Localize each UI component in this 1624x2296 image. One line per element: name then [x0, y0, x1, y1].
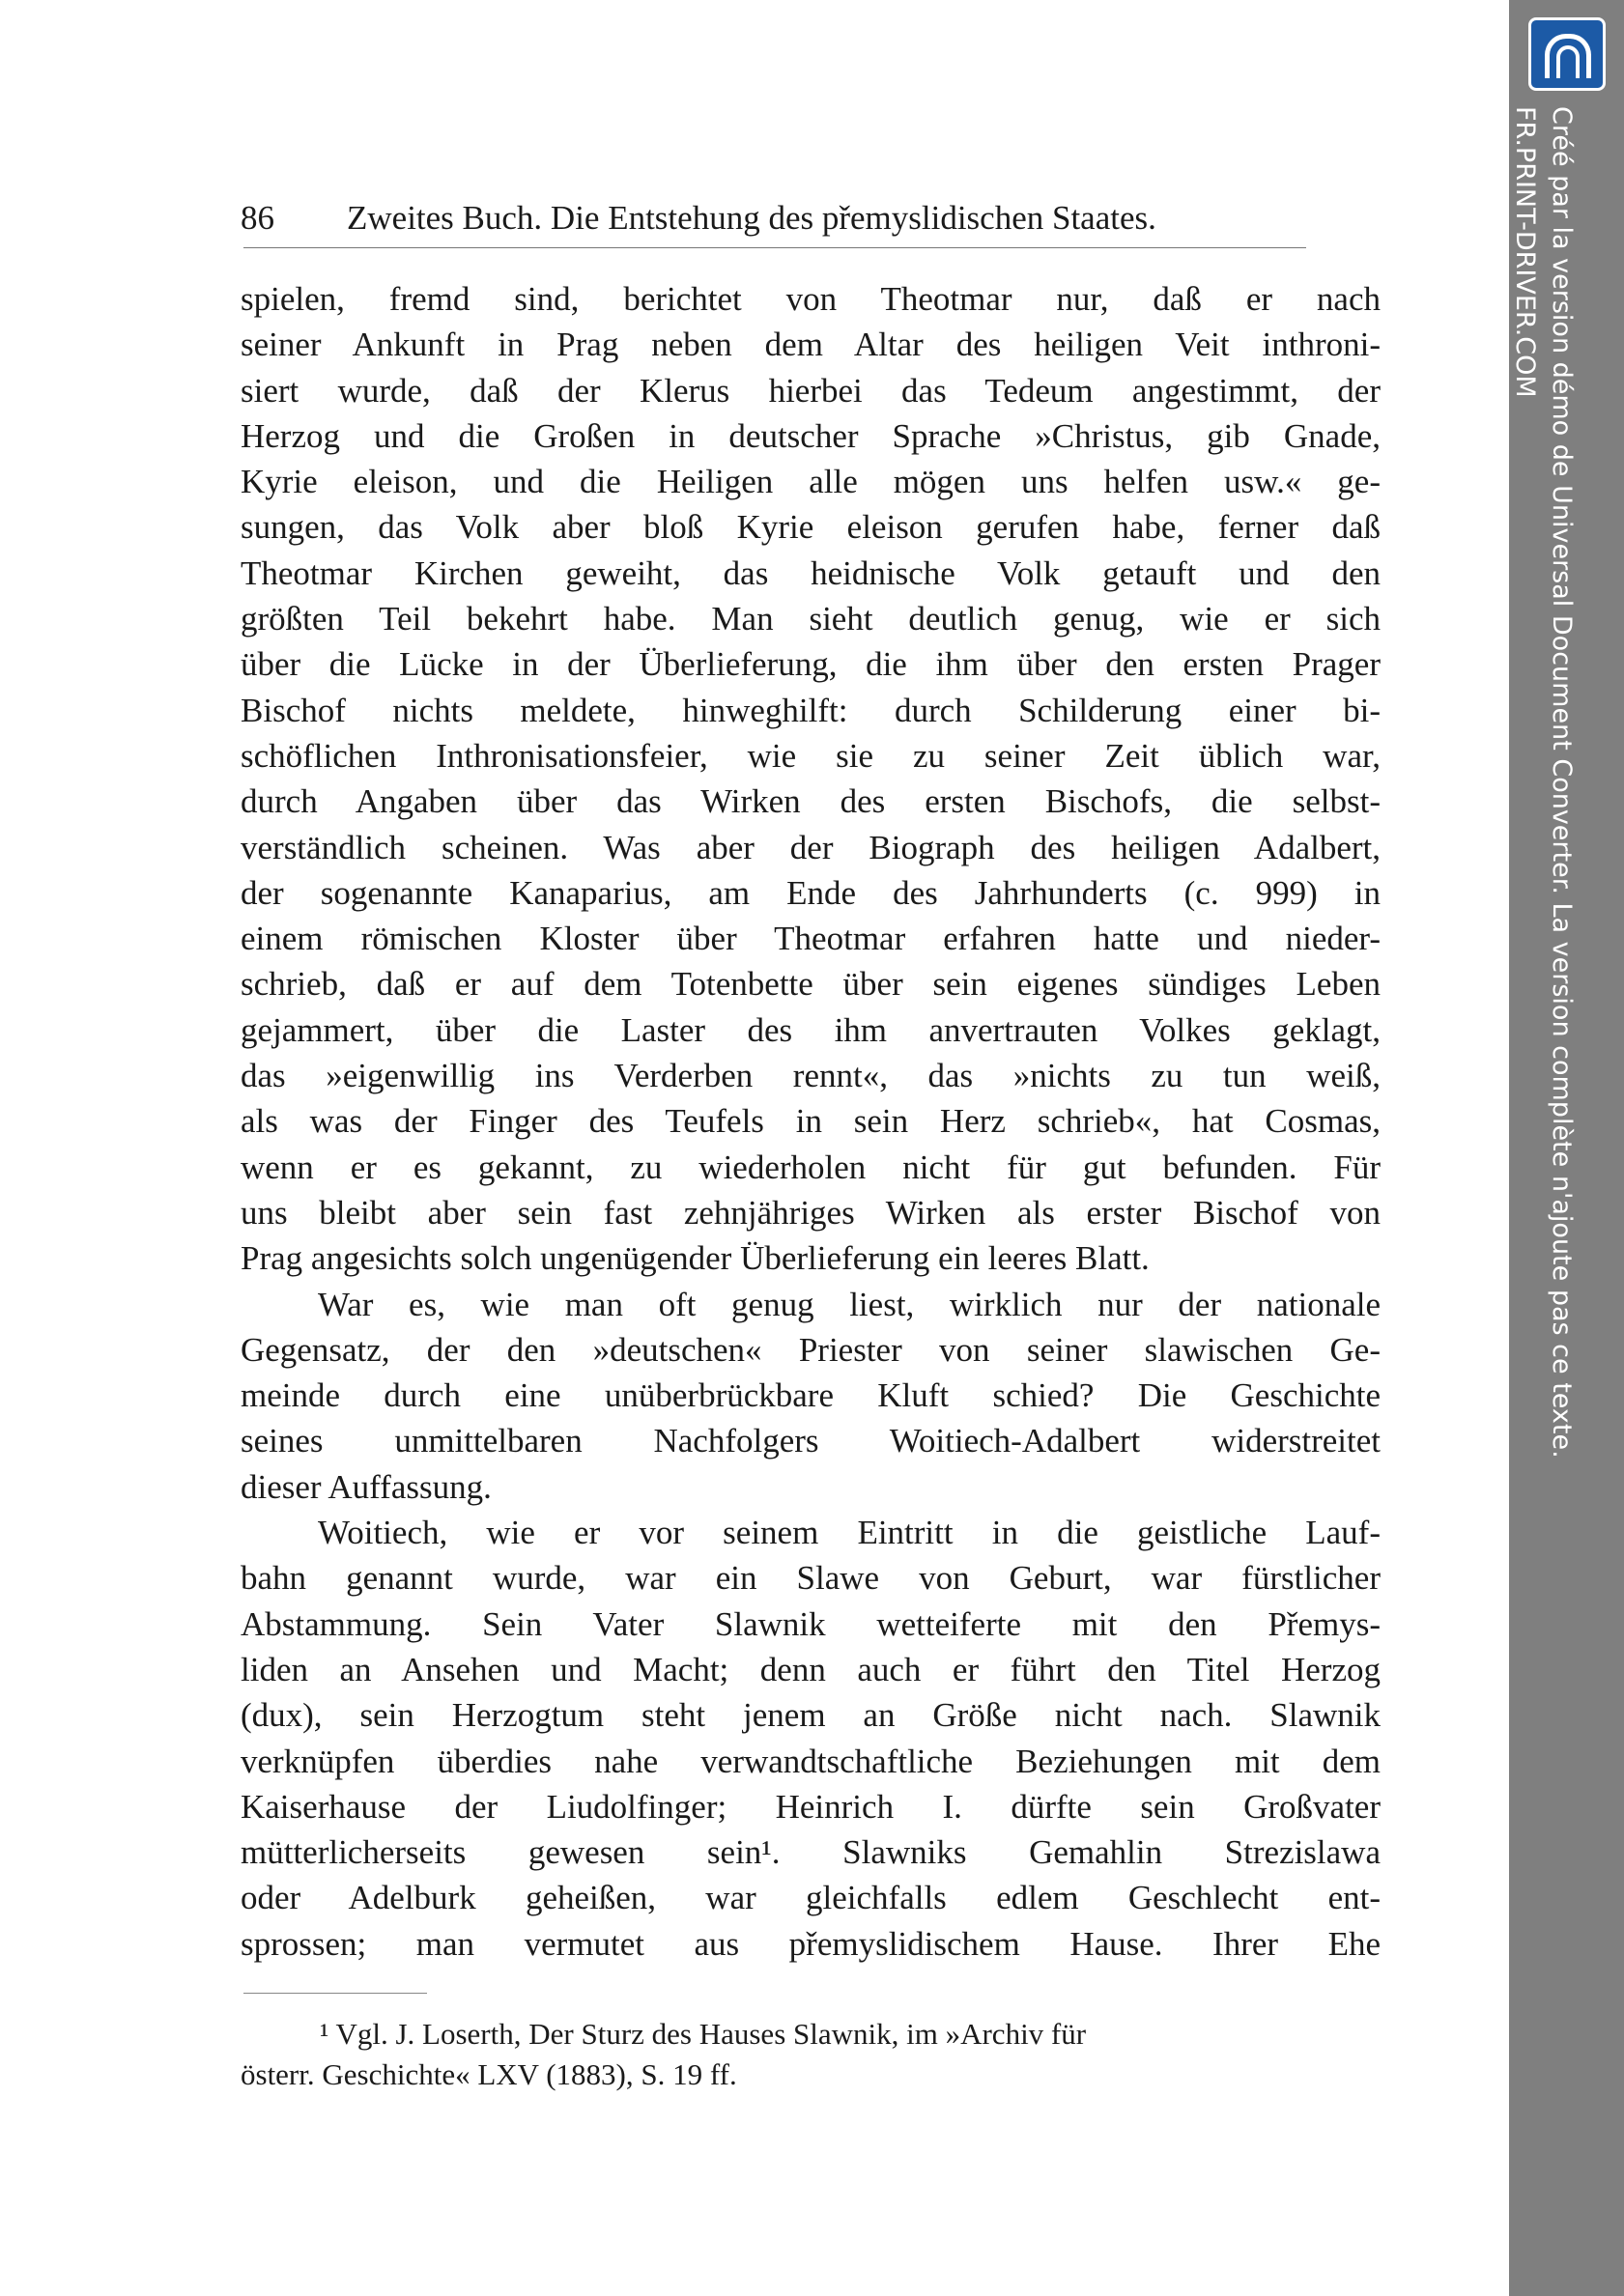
header-rule — [243, 247, 1306, 248]
text-line: Herzog und die Großen in deutscher Sprache »Christus, gib Gnade, — [241, 416, 1381, 455]
text-line: Kaiserhause der Liudolfinger; Heinrich I. dürfte sein Großvater — [241, 1787, 1381, 1826]
text-line: einem römischen Kloster über Theotmar erfahren hatte und nieder- — [241, 920, 1381, 958]
converter-logo-icon — [1528, 17, 1606, 91]
text-line: Prag angesichts solch ungenügender Überlieferung ein leeres Blatt. — [241, 1239, 1150, 1278]
text-line: Kyrie eleison, und die Heiligen alle mögen uns helfen usw.« ge- — [241, 463, 1381, 501]
text-line: War es, wie man oft genug liest, wirklich nur der nationale — [318, 1285, 1381, 1323]
text-line: als was der Finger des Teufels in sein Herz schrieb«, hat Cosmas, — [241, 1102, 1381, 1141]
page-number: 86 — [241, 199, 274, 237]
text-line: bahn genannt wurde, war ein Slawe von Geburt, war fürstlicher — [241, 1559, 1381, 1598]
text-line: (dux), sein Herzogtum steht jenem an Größe nicht nach. Slawnik — [241, 1696, 1381, 1735]
text-line: verknüpfen überdies nahe verwandtschaftliche Beziehungen mit dem — [241, 1742, 1381, 1780]
text-line: über die Lücke in der Überlieferung, die ihm über den ersten Prager — [241, 645, 1381, 684]
text-line: schöflichen Inthronisationsfeier, wie sie zu seiner Zeit üblich war, — [241, 736, 1381, 775]
text-line: meinde durch eine unüberbrückbare Kluft schied? Die Geschichte — [241, 1376, 1381, 1415]
text-line: sprossen; man vermutet aus přemyslidischem Hause. Ihrer Ehe — [241, 1924, 1381, 1963]
watermark-line: Créé par la version démo de Universal Document Converter. La version complète n'ajoute pas ce texte. — [1547, 106, 1577, 1459]
text-line: dieser Auffassung. — [241, 1467, 492, 1506]
text-line: Gegensatz, der den »deutschen« Priester von seiner slawischen Ge- — [241, 1330, 1381, 1369]
text-line: liden an Ansehen und Macht; denn auch er führt den Titel Herzog — [241, 1650, 1381, 1688]
text-line: Bischof nichts meldete, hinweghilft: durch Schilderung einer bi- — [241, 691, 1381, 729]
text-line: uns bleibt aber sein fast zehnjähriges Wirken als erster Bischof von — [241, 1193, 1381, 1232]
footnote-rule — [243, 1993, 427, 1994]
text-line: das »eigenwillig ins Verderben rennt«, das »nichts zu tun weiß, — [241, 1057, 1381, 1095]
text-line: gejammert, über die Laster des ihm anvertrauten Volkes geklagt, — [241, 1010, 1381, 1049]
text-line: wenn er es gekannt, zu wiederholen nicht für gut befunden. Für — [241, 1148, 1381, 1186]
text-line: durch Angaben über das Wirken des ersten Bischofs, die selbst- — [241, 782, 1381, 821]
text-line: oder Adelburk geheißen, war gleichfalls edlem Geschlecht ent- — [241, 1879, 1381, 1917]
footnote — [241, 2014, 1381, 2095]
text-line: Woitiech, wie er vor seinem Eintritt in die geistliche Lauf- — [318, 1514, 1381, 1552]
text-line: sungen, das Volk aber bloß Kyrie eleison gerufen habe, ferner daß — [241, 508, 1381, 547]
running-title: Zweites Buch. Die Entstehung des přemyslidischen Staates. — [347, 199, 1156, 237]
text-line: seines unmittelbaren Nachfolgers Woitiech-Adalbert widerstreitet — [241, 1422, 1381, 1460]
text-line: mütterlicherseits gewesen sein¹. Slawniks Gemahlin Strezislawa — [241, 1833, 1381, 1872]
text-line: Abstammung. Sein Vater Slawnik wetteiferte mit den Přemys- — [241, 1604, 1381, 1643]
running-header — [241, 195, 1381, 241]
watermark-url: FR.PRINT-DRIVER.COM — [1510, 106, 1540, 398]
footnote-line: österr. Geschichte« LXV (1883), S. 19 ff. — [241, 2057, 737, 2091]
text-line: der sogenannte Kanaparius, am Ende des Jahrhunderts (c. 999) in — [241, 873, 1381, 912]
text-line: seiner Ankunft in Prag neben dem Altar des heiligen Veit inthroni- — [241, 326, 1381, 364]
text-line: spielen, fremd sind, berichtet von Theotmar nur, daß er nach — [241, 280, 1381, 318]
text-line: Theotmar Kirchen geweiht, das heidnische Volk getauft und den — [241, 553, 1381, 592]
body-text — [241, 276, 1381, 1967]
text-line: siert wurde, daß der Klerus hierbei das Tedeum angestimmt, der — [241, 371, 1381, 410]
footnote-line: ¹ Vgl. J. Loserth, Der Sturz des Hauses Slawnik, im »Archiv für — [320, 2017, 1087, 2051]
watermark-text — [1506, 106, 1580, 1459]
text-line: schrieb, daß er auf dem Totenbette über sein eigenes sündiges Leben — [241, 965, 1381, 1004]
text-line: größten Teil bekehrt habe. Man sieht deutlich genug, wie er sich — [241, 600, 1381, 638]
text-line: verständlich scheinen. Was aber der Biograph des heiligen Adalbert, — [241, 828, 1381, 866]
